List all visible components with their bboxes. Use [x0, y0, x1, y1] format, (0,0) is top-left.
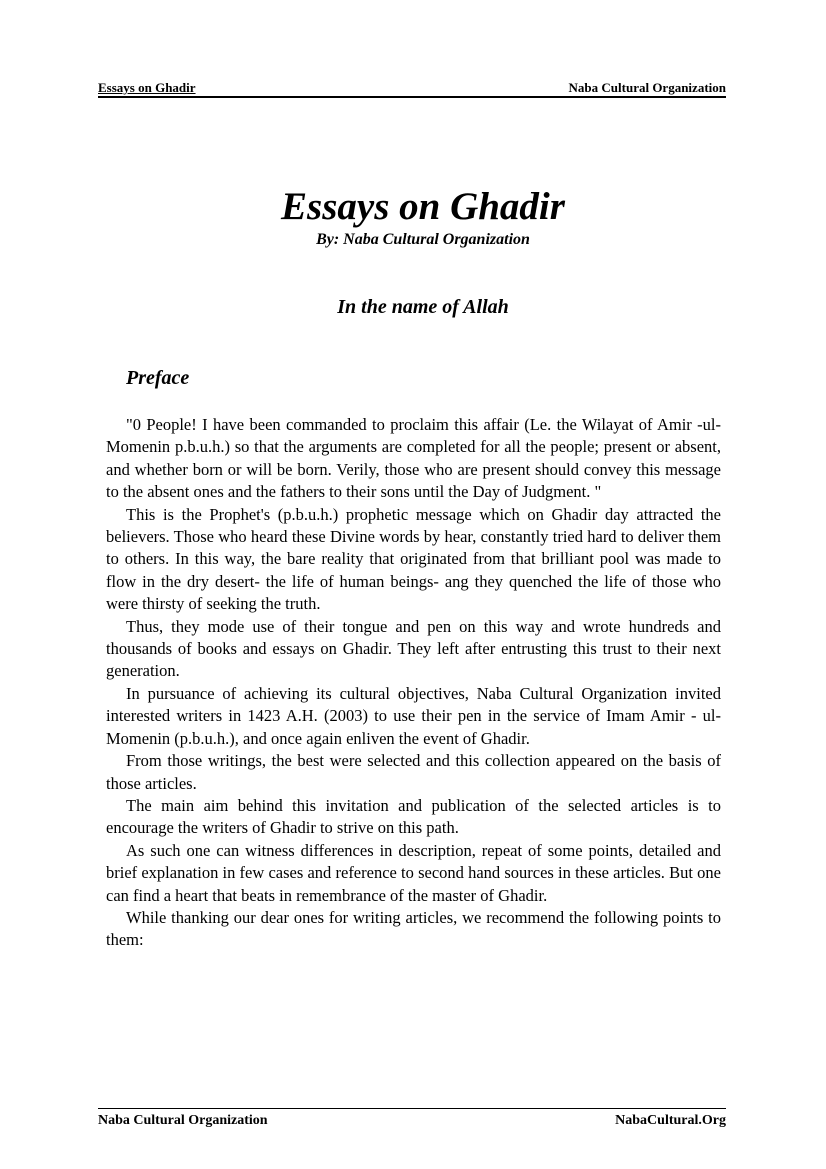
preface-body: [106, 414, 721, 952]
header-publisher: Naba Cultural Organization: [568, 80, 726, 95]
paragraph: From those writings, the best were selected and this collection appeared on the basis of those articles.: [106, 751, 721, 793]
basmala-heading: In the name of Allah: [337, 296, 509, 318]
paragraph: As such one can witness differences in description, repeat of some points, detailed and brief explanation in few cases and reference to second hand sources in these articles. But one can find a heart that beats in remembrance of the master of Ghadir.: [106, 840, 721, 905]
paragraph: The main aim behind this invitation and publication of the selected articles is to encourage the writers of Ghadir to strive on this path.: [106, 795, 721, 838]
section-heading-preface: Preface: [126, 367, 190, 389]
paragraph: "0 People! I have been commanded to proclaim this affair (Le. the Wilayat of Amir -ul- Momenin p.b.u.h.) so that the arguments are completed for all the people; present or absent, and whether born or will be born. Verily, those who are present should convey this message to the absent ones and the fathers to their sons until the Day of Judgment. ": [106, 415, 721, 502]
header-book-title: Essays on Ghadir: [98, 80, 196, 95]
paragraph: This is the Prophet's (p.b.u.h.) prophetic message which on Ghadir day attracted the believers. Those who heard these Divine words by hear, constantly tried hard to deliver them to others. In this way, the bare reality that originated from that brilliant pool was made to flow in the dry desert- the life of human beings- ang they quenched the life of those who were thirsty of seeking the truth.: [106, 504, 721, 614]
footer-publisher: Naba Cultural Organization: [98, 1113, 268, 1128]
footer-website: NabaCultural.Org: [615, 1113, 726, 1128]
document-byline: By: Naba Cultural Organization: [316, 231, 530, 248]
page-footer: [98, 1108, 726, 1133]
paragraph: In pursuance of achieving its cultural objectives, Naba Cultural Organization invited interested writers in 1423 A.H. (2003) to use their pen in the service of Imam Amir - ul- Momenin (p.b.u.h.), and once again enliven the event of Ghadir.: [106, 683, 721, 748]
document-title: Essays on Ghadir: [281, 185, 565, 228]
paragraph: Thus, they mode use of their tongue and pen on this way and wrote hundreds and thousands of books and essays on Ghadir. They left after entrusting this trust to their next generation.: [106, 616, 721, 681]
page-header: [98, 80, 726, 98]
paragraph: While thanking our dear ones for writing articles, we recommend the following points to them:: [106, 907, 721, 950]
